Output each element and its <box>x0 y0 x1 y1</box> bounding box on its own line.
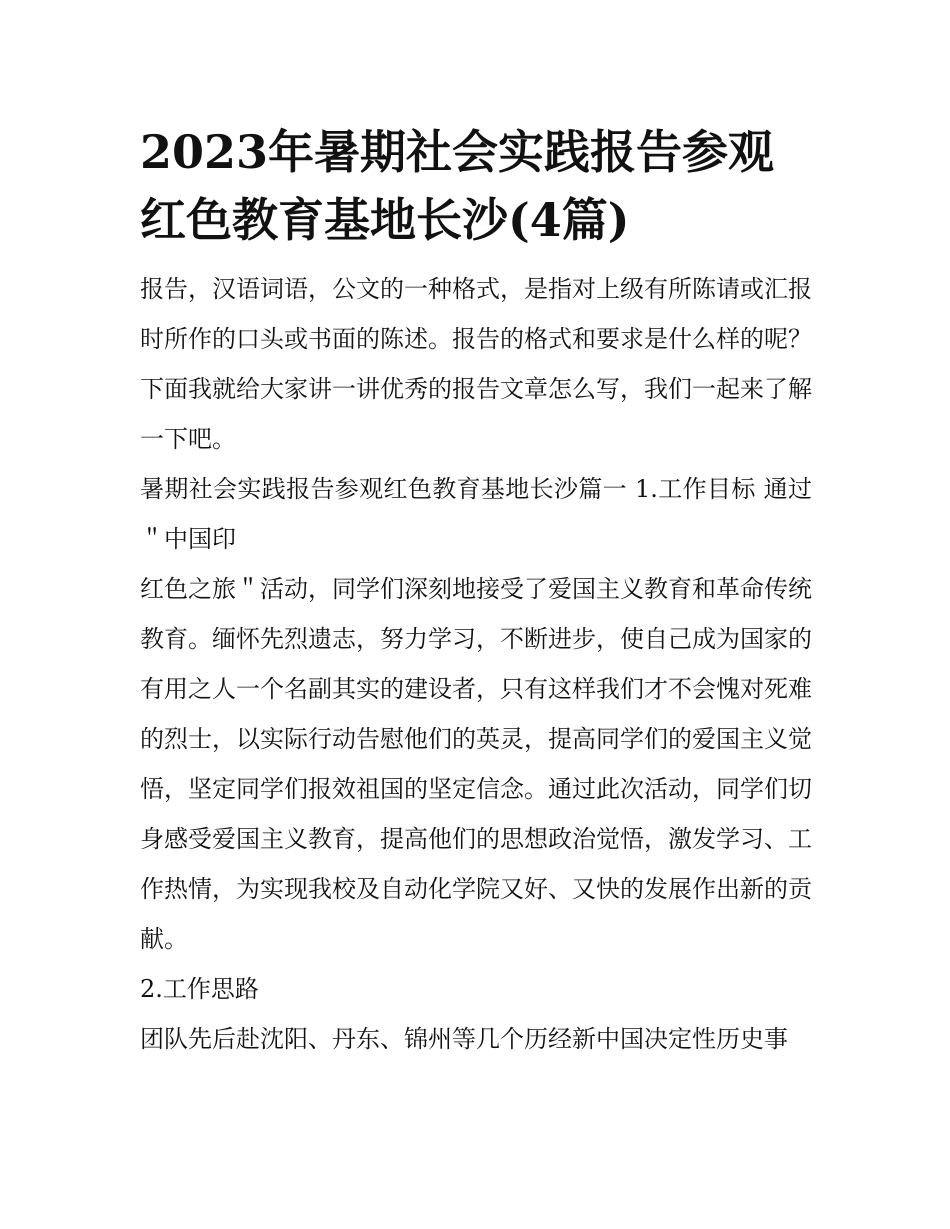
section1-body: 红色之旅＂活动，同学们深刻地接受了爱国主义教育和革命传统教育。缅怀先烈遗志，努力学习，不断进步，使自己成为国家的有用之人一个名副其实的建设者，只有这样我们才不会愧对死难的烈士，以实际行动告慰他们的英灵，提高同学们的爱国主义觉悟，坚定同学们报效祖国的坚定信念。通过此次活动，同学们切身感受爱国主义教育，提高他们的思想政治觉悟，激发学习、工作热情，为实现我校及自动化学院又好、又快的发展作出新的贡献。 <box>140 575 812 953</box>
section2-heading: 2.工作思路 <box>140 975 259 1003</box>
section2-body: 团队先后赴沈阳、丹东、锦州等几个历经新中国决定性历史事 <box>140 1025 788 1053</box>
intro-paragraph: 报告，汉语词语，公文的一种格式，是指对上级有所陈请或汇报时所作的口头或书面的陈述。报告的格式和要求是什么样的呢？下面我就给大家讲一讲优秀的报告文章怎么写，我们一起来了解一下吧。 <box>140 275 812 453</box>
document-page <box>140 118 812 1064</box>
document-title: 2023年暑期社会实践报告参观红色教育基地长沙(4篇) <box>140 125 775 247</box>
section1-heading: 暑期社会实践报告参观红色教育基地长沙篇一 1.工作目标 通过＂中国印 <box>140 475 812 553</box>
